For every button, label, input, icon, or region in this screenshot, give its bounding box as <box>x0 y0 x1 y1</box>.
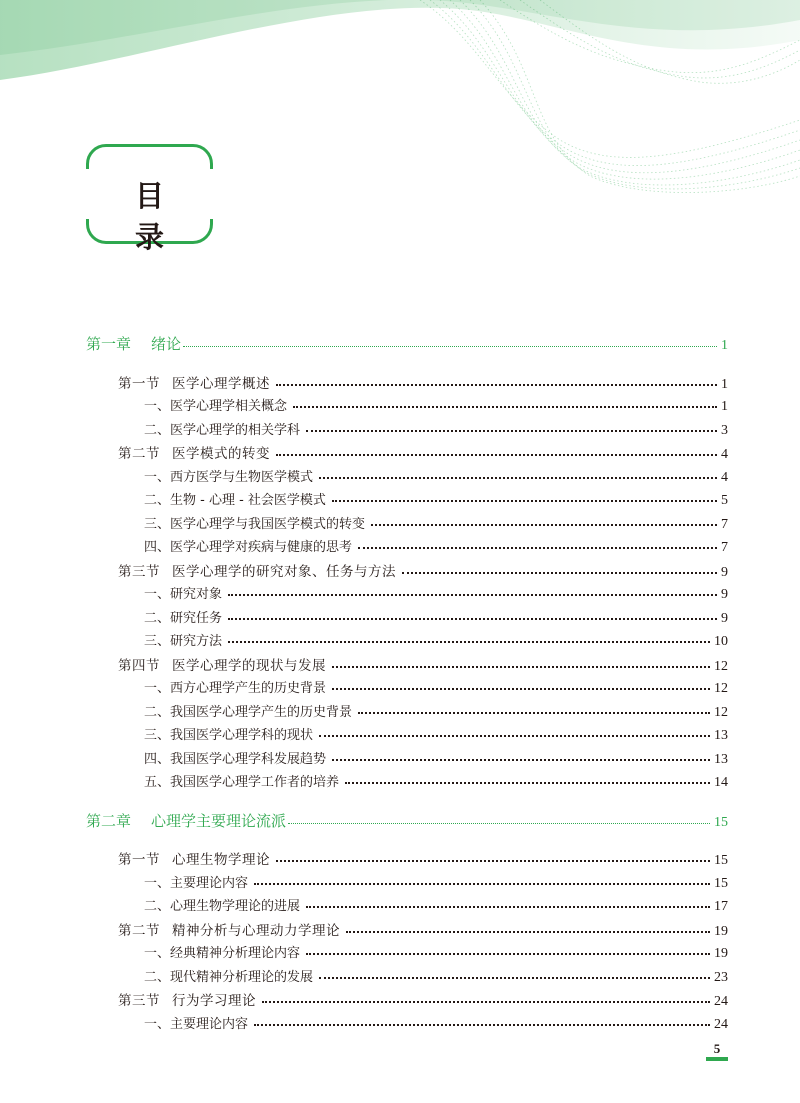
toc-entry-title: 二、心理生物学理论的进展 <box>144 899 301 914</box>
toc-entry-title: 二、医学心理学的相关学科 <box>144 423 301 438</box>
toc-entry-title: 一、医学心理学相关概念 <box>144 399 288 414</box>
toc-chapter-row[interactable] <box>86 810 728 832</box>
toc-entry-title: 医学心理学概述 <box>172 376 270 392</box>
page-number-underline <box>706 1057 728 1061</box>
toc-dot-leader <box>228 634 710 643</box>
toc-dot-leader <box>276 853 710 862</box>
toc-entry-label <box>144 942 300 961</box>
toc-item-row[interactable] <box>144 583 728 605</box>
toc-entry-page: 1 <box>721 377 728 392</box>
toc-entry-title: 二、现代精神分析理论的发展 <box>144 970 314 985</box>
toc-entry-title: 一、经典精神分析理论内容 <box>144 946 301 961</box>
toc-entry-number: 第二章 <box>86 812 132 830</box>
toc-item-row[interactable] <box>144 1013 728 1035</box>
toc-item-row[interactable] <box>144 630 728 652</box>
page-title: 目 录 <box>134 179 192 254</box>
toc-entry-label <box>144 872 248 891</box>
toc-entry-title: 心理生物学理论 <box>172 852 270 868</box>
toc-entry-title: 三、研究方法 <box>144 634 223 649</box>
toc-entry-page: 9 <box>721 565 728 580</box>
toc-dot-leader <box>358 540 717 549</box>
toc-item-row[interactable] <box>144 748 728 770</box>
page-number: 5 <box>713 1041 721 1056</box>
toc-entry-title: 医学心理学的现状与发展 <box>172 658 326 674</box>
toc-entry-title: 三、我国医学心理学科的现状 <box>144 728 314 743</box>
toc-entry-label <box>144 724 313 743</box>
toc-item-row[interactable] <box>144 536 728 558</box>
toc-dot-leader <box>319 728 710 737</box>
toc-item-row[interactable] <box>144 677 728 699</box>
toc-entry-title: 一、西方医学与生物医学模式 <box>144 470 314 485</box>
toc-entry-number: 第四节 <box>118 658 160 674</box>
toc-entry-page: 19 <box>714 924 728 939</box>
toc-entry-title: 行为学习理论 <box>172 993 256 1009</box>
toc-item-row[interactable] <box>144 942 728 964</box>
toc-entry-label <box>144 895 300 914</box>
toc-item-row[interactable] <box>144 466 728 488</box>
toc-section-row[interactable] <box>118 848 728 870</box>
toc-entry-page: 15 <box>714 815 728 830</box>
toc-entry-page: 9 <box>721 587 728 602</box>
toc-entry-label <box>118 654 326 674</box>
toc-dot-leader <box>319 470 717 479</box>
toc-entry-number: 第一节 <box>118 852 160 868</box>
toc-dot-leader <box>306 899 710 908</box>
toc-dot-leader <box>306 423 717 432</box>
toc-item-row[interactable] <box>144 771 728 793</box>
toc-dot-leader <box>276 377 717 386</box>
toc-entry-label <box>144 607 222 626</box>
toc-dot-leader <box>371 517 717 526</box>
toc-entry-page: 4 <box>721 447 728 462</box>
toc-entry-page: 14 <box>714 775 728 790</box>
toc-dot-leader <box>228 587 717 596</box>
toc-dot-leader <box>332 493 717 502</box>
toc-entry-label <box>144 771 339 790</box>
toc-chapter-row[interactable] <box>86 333 728 355</box>
toc-entry-label <box>144 466 313 485</box>
toc-entry-label <box>144 395 287 414</box>
toc-entry-title: 一、主要理论内容 <box>144 1017 249 1032</box>
toc-dot-leader <box>288 814 710 825</box>
toc-item-row[interactable] <box>144 701 728 723</box>
toc-entry-title: 一、研究对象 <box>144 587 223 602</box>
toc-entry-number: 第二节 <box>118 446 160 462</box>
toc-entry-page: 13 <box>714 728 728 743</box>
toc-item-row[interactable] <box>144 872 728 894</box>
toc-entry-title: 精神分析与心理动力学理论 <box>172 923 340 939</box>
toc-dot-leader <box>332 659 710 668</box>
toc-entry-number: 第二节 <box>118 923 160 939</box>
toc-section-row[interactable] <box>118 372 728 394</box>
toc-entry-label <box>144 1013 248 1032</box>
toc-entry-page: 12 <box>714 705 728 720</box>
toc-entry-title: 一、西方心理学产生的历史背景 <box>144 681 327 696</box>
toc-entry-label <box>144 677 326 696</box>
toc-entry-title: 医学模式的转变 <box>172 446 270 462</box>
toc-dot-leader <box>332 752 710 761</box>
toc-dot-leader <box>254 876 710 885</box>
toc-dot-leader <box>306 946 710 955</box>
toc-entry-number: 第一节 <box>118 376 160 392</box>
toc-entry-label <box>144 489 326 508</box>
toc-entry-title: 医学心理学的研究对象、任务与方法 <box>172 564 396 580</box>
toc-entry-label <box>144 630 222 649</box>
toc-item-row[interactable] <box>144 419 728 441</box>
toc-entry-title: 绪论 <box>151 335 182 353</box>
toc-entry-title: 四、我国医学心理学科发展趋势 <box>144 752 327 767</box>
toc-dot-leader <box>228 611 717 620</box>
toc-dot-leader <box>346 924 710 933</box>
toc-dot-leader <box>262 994 710 1003</box>
toc-entry-number: 第三节 <box>118 564 160 580</box>
toc-entry-page: 17 <box>714 899 728 914</box>
toc-entry-title: 二、生物 - 心理 - 社会医学模式 <box>144 493 326 508</box>
toc-entry-label <box>118 442 270 462</box>
toc-section-row[interactable] <box>118 989 728 1011</box>
toc-entry-page: 5 <box>721 493 728 508</box>
toc-section-row[interactable] <box>118 442 728 464</box>
toc-dot-leader <box>183 337 717 348</box>
toc-entry-label <box>118 989 256 1009</box>
toc-entry-label <box>118 919 340 939</box>
toc-entry-page: 7 <box>721 517 728 532</box>
toc-entry-label <box>144 419 300 438</box>
toc-section-row[interactable] <box>118 919 728 941</box>
toc-entry-page: 10 <box>714 634 728 649</box>
toc-item-row[interactable] <box>144 395 728 417</box>
toc-entry-label <box>118 560 396 580</box>
toc-entry-label <box>144 536 352 555</box>
toc-entry-page: 24 <box>714 1017 728 1032</box>
toc-entry-title: 三、医学心理学与我国医学模式的转变 <box>144 517 366 532</box>
toc-dot-leader <box>358 705 710 714</box>
toc-entry-page: 15 <box>714 876 728 891</box>
toc-entry-title: 四、医学心理学对疾病与健康的思考 <box>144 540 353 555</box>
toc-entry-label <box>144 513 365 532</box>
toc-entry-title: 五、我国医学心理学工作者的培养 <box>144 775 340 790</box>
toc-entry-label <box>118 372 270 392</box>
toc-entry-title: 二、我国医学心理学产生的历史背景 <box>144 705 353 720</box>
toc-item-row[interactable] <box>144 489 728 511</box>
toc-entry-page: 4 <box>721 470 728 485</box>
toc-entry-label <box>86 333 181 354</box>
toc-dot-leader <box>276 447 717 456</box>
toc-entry-label <box>86 810 286 831</box>
toc-entry-page: 12 <box>714 659 728 674</box>
toc-entry-label <box>118 848 270 868</box>
toc-dot-leader <box>402 565 717 574</box>
toc-entry-number: 第一章 <box>86 335 132 353</box>
toc-entry-label <box>144 748 326 767</box>
toc-entry-page: 23 <box>714 970 728 985</box>
toc-title-frame <box>86 144 213 254</box>
toc-dot-leader <box>319 970 710 979</box>
toc-entry-page: 12 <box>714 681 728 696</box>
toc-entry-page: 3 <box>721 423 728 438</box>
toc-entry-label <box>144 583 222 602</box>
toc-item-row[interactable] <box>144 966 728 988</box>
toc-dot-leader <box>332 681 710 690</box>
toc-entry-page: 24 <box>714 994 728 1009</box>
toc-entry-title: 一、主要理论内容 <box>144 876 249 891</box>
toc-section-row[interactable] <box>118 560 728 582</box>
toc-entry-page: 1 <box>721 338 728 353</box>
toc-dot-leader <box>345 775 710 784</box>
toc-item-row[interactable] <box>144 607 728 629</box>
toc-entry-title: 心理学主要理论流派 <box>151 812 287 830</box>
toc-entry-number: 第三节 <box>118 993 160 1009</box>
toc-entry-page: 9 <box>721 611 728 626</box>
toc-entry-page: 19 <box>714 946 728 961</box>
toc-item-row[interactable] <box>144 895 728 917</box>
toc-entry-page: 15 <box>714 853 728 868</box>
toc-item-row[interactable] <box>144 513 728 535</box>
toc-dot-leader <box>254 1017 710 1026</box>
toc-dot-leader <box>293 399 717 408</box>
toc-entry-title: 二、研究任务 <box>144 611 223 626</box>
toc-entry-page: 7 <box>721 540 728 555</box>
toc-item-row[interactable] <box>144 724 728 746</box>
toc-entry-label <box>144 966 313 985</box>
toc-entry-label <box>144 701 352 720</box>
toc-entry-page: 1 <box>721 399 728 414</box>
toc-section-row[interactable] <box>118 654 728 676</box>
toc-entry-page: 13 <box>714 752 728 767</box>
